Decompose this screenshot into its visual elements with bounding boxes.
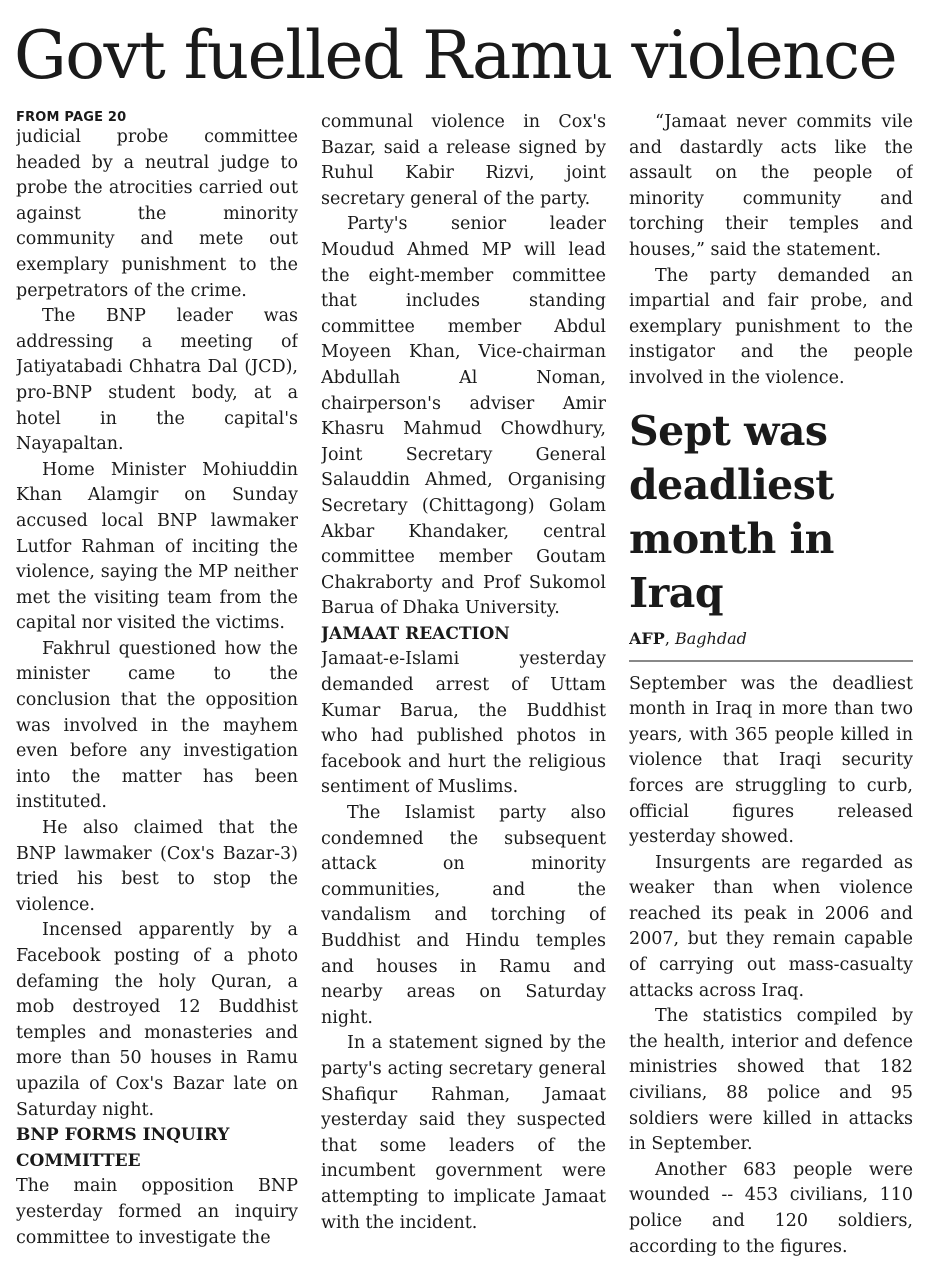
article-paragraph: Incensed apparently by a Facebook posting of a photo defaming the holy Quran, a mob destroyed 12 Buddhist temples and monasteries and more than 50 houses in Ramu upazila of Cox's Bazar late on Saturday night.	[16, 920, 298, 1120]
article-paragraph: The party demanded an impartial and fair probe, and exemplary punishment to the instigator and the people involved in the violence.	[629, 265, 913, 388]
byline-separator: ,	[664, 628, 675, 648]
article-paragraph: The statistics compiled by the health, interior and defence ministries showed that 182 civilians, 88 police and 95 soldiers were killed in attacks in September.	[629, 1006, 913, 1155]
main-headline: Govt fuelled Ramu violence	[14, 17, 897, 94]
article-paragraph: Another 683 people were wounded -- 453 civilians, 110 police and 120 soldiers, according to the figures.	[629, 1159, 913, 1257]
article-paragraph: Home Minister Mohiuddin Khan Alamgir on Sunday accused local BNP lawmaker Lutfor Rahman of inciting the violence, saying the MP neither met the visiting team from the capital nor visited the victims.	[16, 459, 298, 634]
iraq-story-headline: Sept was deadliest month in Iraq	[629, 406, 834, 617]
subhead-jamaat-reaction: JAMAAT REACTION	[321, 623, 510, 644]
article-paragraph: Jamaat-e-Islami yesterday demanded arrest of Uttam Kumar Barua, the Buddhist who had published photos in facebook and hurt the religious sentiment of Muslims.	[321, 649, 606, 798]
article-paragraph: “Jamaat never commits vile and dastardly acts like the assault on the people of minority community and torching their temples and houses,” said the statement.	[629, 112, 913, 260]
column-3	[629, 110, 913, 1280]
byline	[629, 628, 913, 662]
article-paragraph: judicial probe committee headed by a neutral judge to probe the atrocities carried out against the minority community and mete out exemplary punishment to the perpetrators of the crime.	[16, 127, 298, 301]
article-paragraph: The BNP leader was addressing a meeting of Jatiyatabadi Chhatra Dal (JCD), pro-BNP student body, at a hotel in the capital's Nayapaltan.	[16, 306, 298, 455]
article-paragraph: Party's senior leader Moudud Ahmed MP will lead the eight-member committee that includes standing committee member Abdul Moyeen Khan, Vice-chairman Abdullah Al Noman, chairperson's adviser Amir Khasru Mahmud Chowdhury, Joint Secretary General Salauddin Ahmed, Organising Secretary (Chittagong) Golam Akbar Khandaker, central committee member Goutam Chakraborty and Prof Sukomol Barua of Dhaka University.	[321, 214, 606, 619]
column-1	[16, 110, 298, 1280]
byline-agency: AFP	[629, 628, 665, 648]
subhead-bnp-inquiry: BNP FORMS INQUIRY COMMITTEE	[16, 1125, 230, 1171]
continued-from-kicker: FROM PAGE 20	[16, 110, 127, 125]
byline-place: Baghdad	[674, 628, 747, 648]
article-paragraph: communal violence in Cox's Bazar, said a release signed by Ruhul Kabir Rizvi, joint secretary general of the party.	[321, 112, 606, 209]
column-2	[321, 110, 606, 1280]
article-paragraph: Insurgents are regarded as weaker than when violence reached its peak in 2006 and 2007, but they remain capable of carrying out mass-casualty attacks across Iraq.	[629, 852, 913, 1001]
article-paragraph: He also claimed that the BNP lawmaker (Cox's Bazar-3) tried his best to stop the violence.	[16, 818, 298, 915]
article-paragraph: September was the deadliest month in Iraq in more than two years, with 365 people killed in violence that Iraqi security forces are struggling to curb, official figures released yesterday showed.	[629, 673, 913, 848]
article-paragraph: Fakhrul questioned how the minister came to the conclusion that the opposition was involved in the mayhem even before any investigation into the matter has been instituted.	[16, 638, 298, 813]
article-paragraph: In a statement signed by the party's acting secretary general Shafiqur Rahman, Jamaat yesterday said they suspected that some leaders of the incumbent government were attempting to implicate Jamaat with the incident.	[321, 1033, 606, 1233]
article-paragraph: The main opposition BNP yesterday formed an inquiry committee to investigate the	[16, 1176, 298, 1248]
article-paragraph: The Islamist party also condemned the subsequent attack on minority communities, and the vandalism and torching of Buddhist and Hindu temples and houses in Ramu and nearby areas on Saturday night.	[321, 803, 606, 1028]
